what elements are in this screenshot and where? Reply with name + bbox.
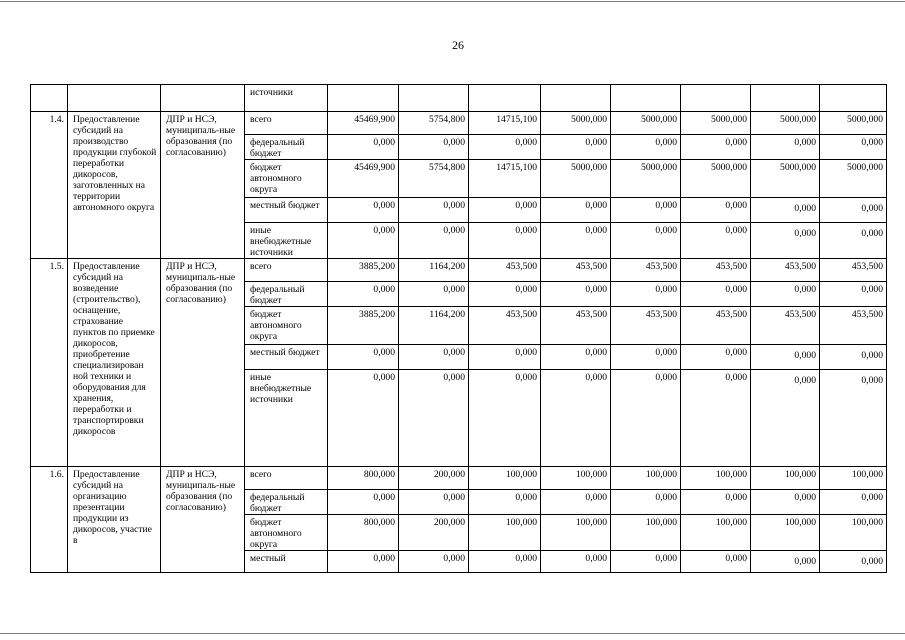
amount-cell: 0,000 [820, 198, 887, 223]
item-index: 1.4. [31, 112, 68, 259]
amount-cell: 0,000 [681, 198, 751, 223]
amount-cell: 0,000 [328, 135, 399, 160]
amount-cell: 0,000 [820, 551, 887, 573]
amount-cell: 0,000 [611, 135, 681, 160]
amount-cell: 0,000 [820, 370, 887, 467]
amount-cell: 0,000 [611, 282, 681, 307]
amount-cell: 100,000 [820, 467, 887, 490]
cell-empty [541, 85, 611, 112]
amount-cell: 45469,900 [328, 160, 399, 198]
amount-cell: 0,000 [611, 370, 681, 467]
amount-cell: 0,000 [751, 198, 820, 223]
amount-cell: 100,000 [751, 515, 820, 551]
amount-cell: 5754,800 [399, 160, 469, 198]
amount-cell: 0,000 [681, 551, 751, 573]
table-row [31, 259, 887, 282]
executor: ДПР и НСЭ, муниципаль-ные образования (по согласованию) [161, 112, 245, 259]
amount-cell: 0,000 [681, 370, 751, 467]
amount-cell: 5000,000 [751, 160, 820, 198]
scan-top-edge [0, 1, 905, 2]
amount-cell: 5000,000 [541, 160, 611, 198]
amount-cell: 453,500 [611, 307, 681, 345]
funding-source: федеральный бюджет [245, 282, 328, 307]
amount-cell: 200,000 [399, 467, 469, 490]
amount-cell: 453,500 [751, 259, 820, 282]
table-row [31, 467, 887, 490]
amount-cell: 0,000 [820, 490, 887, 515]
amount-cell: 0,000 [399, 198, 469, 223]
source-cell: источники [245, 85, 328, 112]
amount-cell: 1164,200 [399, 259, 469, 282]
amount-cell: 100,000 [820, 515, 887, 551]
amount-cell: 0,000 [611, 223, 681, 259]
amount-cell: 5754,800 [399, 112, 469, 135]
funding-source: бюджет автономного округа [245, 515, 328, 551]
amount-cell: 453,500 [751, 307, 820, 345]
cell-empty [820, 85, 887, 112]
amount-cell: 453,500 [611, 259, 681, 282]
amount-cell: 5000,000 [541, 112, 611, 135]
funding-source: федеральный бюджет [245, 135, 328, 160]
funding-source: бюджет автономного округа [245, 160, 328, 198]
amount-cell: 100,000 [751, 467, 820, 490]
amount-cell: 3885,200 [328, 307, 399, 345]
amount-cell: 0,000 [751, 490, 820, 515]
amount-cell: 0,000 [611, 198, 681, 223]
amount-cell: 0,000 [469, 551, 541, 573]
activity-name: Предоставление субсидий на возведение (строительство), оснащение, страхование пунктов по приемке дикоросов, приобретение специализирован ной техники и оборудования для хранения, переработки и транспортировки дикоросов [68, 259, 161, 467]
amount-cell: 0,000 [751, 345, 820, 370]
amount-cell: 5000,000 [820, 160, 887, 198]
funding-source: федеральный бюджет [245, 490, 328, 515]
item-index: 1.6. [31, 467, 68, 573]
cell-empty [31, 85, 68, 112]
amount-cell: 0,000 [541, 551, 611, 573]
amount-cell: 0,000 [469, 345, 541, 370]
amount-cell: 100,000 [469, 515, 541, 551]
amount-cell: 45469,900 [328, 112, 399, 135]
amount-cell: 453,500 [681, 307, 751, 345]
amount-cell: 0,000 [681, 282, 751, 307]
amount-cell: 14715,100 [469, 112, 541, 135]
funding-source: всего [245, 467, 328, 490]
amount-cell: 453,500 [541, 307, 611, 345]
cell-empty [469, 85, 541, 112]
amount-cell: 0,000 [469, 223, 541, 259]
amount-cell: 0,000 [469, 282, 541, 307]
amount-cell: 0,000 [399, 135, 469, 160]
amount-cell: 0,000 [541, 135, 611, 160]
funding-source: местный бюджет [245, 345, 328, 370]
executor: ДПР и НСЭ, муниципаль-ные образования (по согласованию) [161, 467, 245, 573]
funding-source: всего [245, 259, 328, 282]
amount-cell: 0,000 [328, 551, 399, 573]
amount-cell: 0,000 [328, 198, 399, 223]
amount-cell: 5000,000 [820, 112, 887, 135]
funding-source: местный бюджет [245, 198, 328, 223]
amount-cell: 100,000 [611, 467, 681, 490]
amount-cell: 0,000 [469, 198, 541, 223]
amount-cell: 0,000 [541, 198, 611, 223]
amount-cell: 453,500 [820, 259, 887, 282]
amount-cell: 453,500 [469, 307, 541, 345]
funding-table [30, 84, 887, 573]
funding-source: иные внебюджетные источники [245, 223, 328, 259]
funding-source: всего [245, 112, 328, 135]
amount-cell: 100,000 [541, 515, 611, 551]
amount-cell: 0,000 [751, 551, 820, 573]
amount-cell: 0,000 [541, 282, 611, 307]
activity-name: Предоставление субсидий на производство продукции глубокой переработки дикоросов, заготовленных на территории автономного округа [68, 112, 161, 259]
amount-cell: 0,000 [820, 135, 887, 160]
scan-bottom-edge [0, 633, 905, 634]
amount-cell: 453,500 [820, 307, 887, 345]
cell-empty [751, 85, 820, 112]
amount-cell: 3885,200 [328, 259, 399, 282]
funding-source: бюджет автономного округа [245, 307, 328, 345]
cell-empty [681, 85, 751, 112]
amount-cell: 0,000 [328, 490, 399, 515]
funding-source: местный [245, 551, 328, 573]
funding-source: иные внебюджетные источники [245, 370, 328, 467]
amount-cell: 0,000 [681, 223, 751, 259]
amount-cell: 0,000 [399, 282, 469, 307]
amount-cell: 0,000 [820, 223, 887, 259]
amount-cell: 453,500 [469, 259, 541, 282]
amount-cell: 100,000 [681, 467, 751, 490]
amount-cell: 800,000 [328, 515, 399, 551]
amount-cell: 453,500 [541, 259, 611, 282]
amount-cell: 0,000 [751, 282, 820, 307]
amount-cell: 0,000 [820, 282, 887, 307]
activity-name: Предоставление субсидий на организацию презентации продукции из дикоросов, участие в [68, 467, 161, 573]
amount-cell: 0,000 [541, 223, 611, 259]
amount-cell: 0,000 [611, 551, 681, 573]
amount-cell: 0,000 [399, 345, 469, 370]
amount-cell: 5000,000 [611, 160, 681, 198]
amount-cell: 5000,000 [681, 160, 751, 198]
executor: ДПР и НСЭ, муниципаль-ные образования (по согласованию) [161, 259, 245, 467]
item-index: 1.5. [31, 259, 68, 467]
amount-cell: 100,000 [681, 515, 751, 551]
amount-cell: 0,000 [469, 370, 541, 467]
amount-cell: 100,000 [541, 467, 611, 490]
amount-cell: 0,000 [328, 282, 399, 307]
amount-cell: 5000,000 [681, 112, 751, 135]
amount-cell: 0,000 [541, 345, 611, 370]
amount-cell: 0,000 [611, 345, 681, 370]
amount-cell: 0,000 [820, 345, 887, 370]
amount-cell: 0,000 [469, 135, 541, 160]
page-number: 26 [452, 38, 464, 52]
amount-cell: 0,000 [399, 551, 469, 573]
amount-cell: 0,000 [399, 490, 469, 515]
amount-cell: 0,000 [681, 135, 751, 160]
amount-cell: 0,000 [681, 345, 751, 370]
amount-cell: 453,500 [681, 259, 751, 282]
table-row [31, 112, 887, 135]
amount-cell: 0,000 [328, 345, 399, 370]
amount-cell: 100,000 [469, 467, 541, 490]
amount-cell: 100,000 [611, 515, 681, 551]
amount-cell: 800,000 [328, 467, 399, 490]
amount-cell: 0,000 [328, 370, 399, 467]
amount-cell: 200,000 [399, 515, 469, 551]
table-row-top-continuation [31, 85, 887, 112]
amount-cell: 0,000 [751, 223, 820, 259]
amount-cell: 0,000 [751, 370, 820, 467]
amount-cell: 5000,000 [751, 112, 820, 135]
cell-empty [611, 85, 681, 112]
amount-cell: 0,000 [469, 490, 541, 515]
amount-cell: 0,000 [541, 370, 611, 467]
amount-cell: 0,000 [611, 490, 681, 515]
amount-cell: 14715,100 [469, 160, 541, 198]
amount-cell: 5000,000 [611, 112, 681, 135]
cell-empty [399, 85, 469, 112]
amount-cell: 0,000 [751, 135, 820, 160]
amount-cell: 0,000 [328, 223, 399, 259]
amount-cell: 0,000 [399, 370, 469, 467]
amount-cell: 1164,200 [399, 307, 469, 345]
amount-cell: 0,000 [541, 490, 611, 515]
cell-empty [328, 85, 399, 112]
amount-cell: 0,000 [399, 223, 469, 259]
cell-empty [161, 85, 245, 112]
amount-cell: 0,000 [681, 490, 751, 515]
cell-empty [68, 85, 161, 112]
